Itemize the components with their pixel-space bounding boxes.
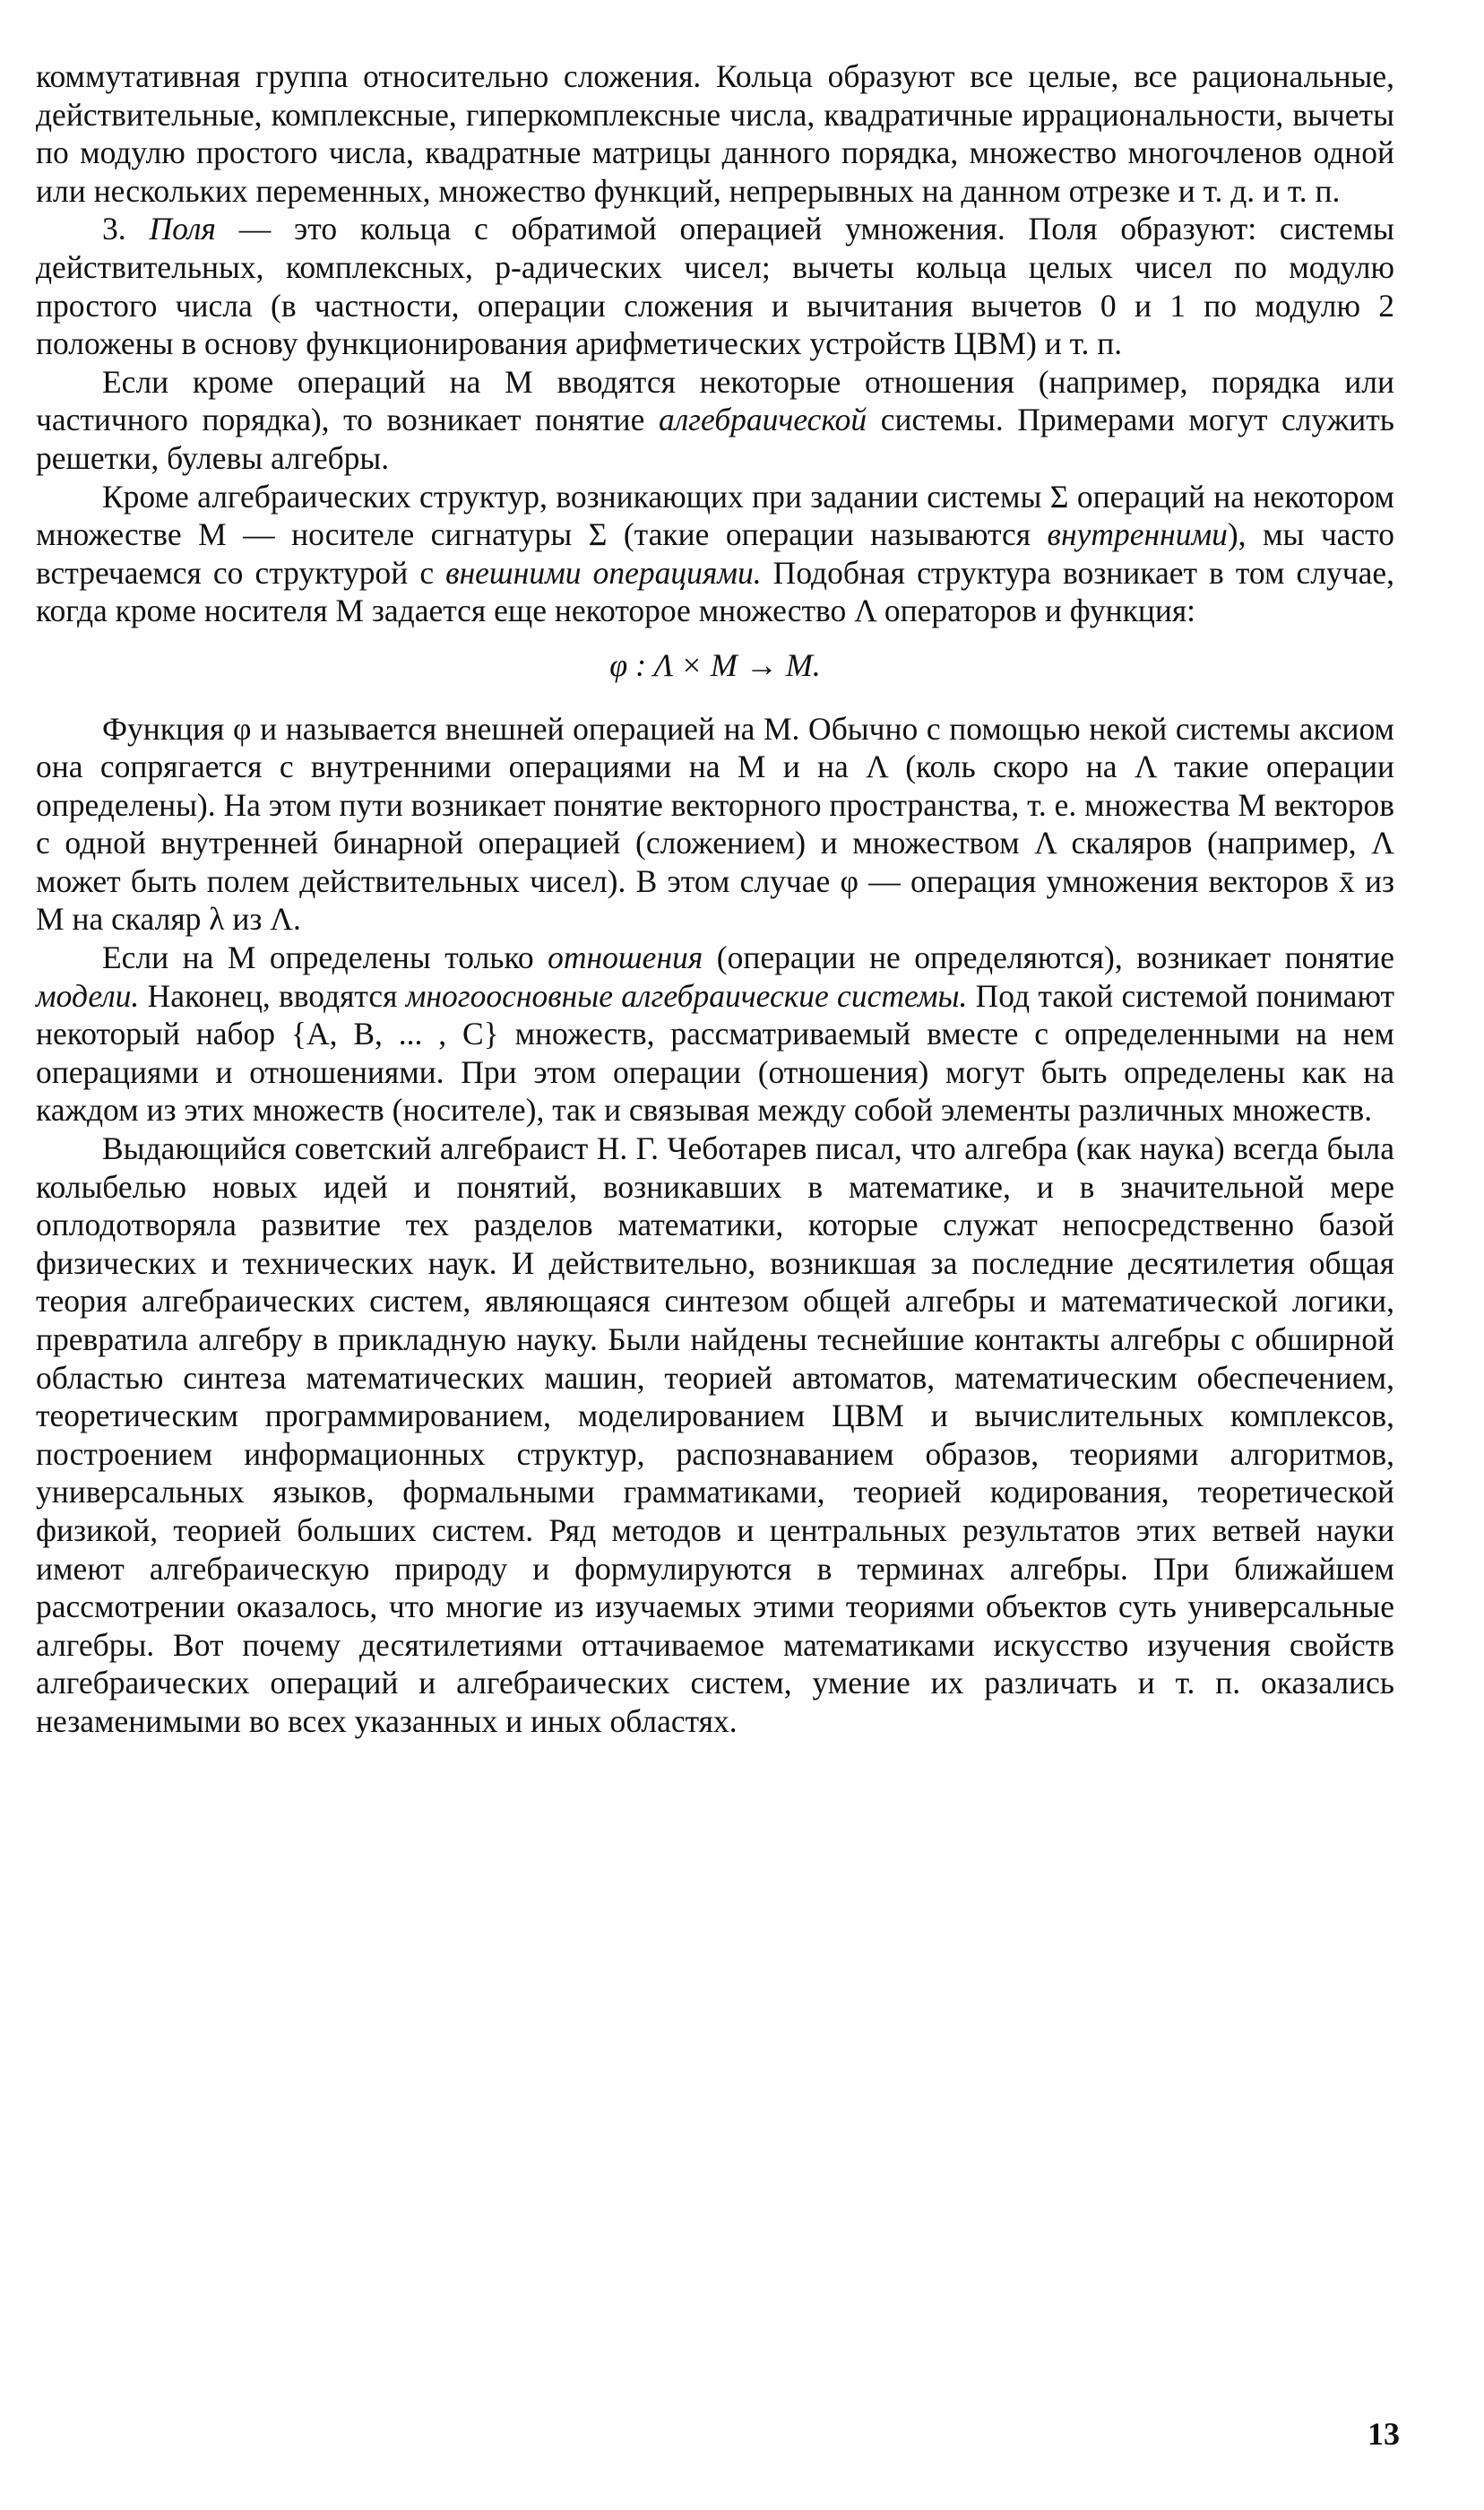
text-segment: ), мы часто встречаемся со структурой с (36, 516, 1394, 591)
paragraph-chebotarev: Выдающийся советский алгебраист Н. Г. Чеботарев писал, что алгебра (как наука) всегда была колыбелью новых идей и понятий, возникавших в математике, и в значительной мере оплодотворяла развитие тех разделов математики, которые служат непосредственно базой физических и технических наук. И действительно, возникшая за последние десятилетия общая теория алгебраических систем, являющаяся синтезом общей алгебры и математической логики, превратила алгебру в прикладную науку. Были найдены теснейшие контакты алгебры с обширной областью синтеза математических машин, теорией автоматов, математическим обеспечением, теоретическим программированием, моделированием ЦВМ и вычислительных комплексов, построением информационных структур, распознаванием образов, теориями алгоритмов, универсальных языков, формальными грамматиками, теорией кодирования, теоретической физикой, теорией больших систем. Ряд методов и центральных результатов этих ветвей науки имеют алгебраическую природу и формулируются в терминах алгебры. При ближайшем рассмотрении оказалось, что многие из изучаемых этими теориями объектов суть универсальные алгебры. Вот почему десятилетиями оттачиваемое математиками искусство изучения свойств алгебраических операций и алгебраических систем, умение их различать и т. п. оказались незаменимыми во всех указанных и иных областях. (36, 1130, 1394, 1739)
text-segment: Наконец, вводятся (139, 977, 406, 1014)
term-fields: Поля (149, 211, 216, 247)
term-internal: внутренними (1047, 516, 1228, 553)
fields-text: — это кольца с обратимой операцией умножения. Поля образуют: системы действительных, комплексных, p-адических чисел; вычеты кольца целых чисел по модулю простого числа (в частности, операции сложения и вычитания вычетов 0 и 1 по модулю 2 положены в основу функционирования арифметических устройств ЦВМ) и т. п. (36, 211, 1395, 362)
text-segment: Подобная структура возникает в том случае, когда кроме носителя M задается еще некоторое множество Λ операторов и функция: (36, 554, 1394, 629)
text-segment: Если на M определены только (102, 939, 548, 976)
paragraph-vector-space: Функция φ и называется внешней операцией на M. Обычно с помощью некой системы аксиом она сопрягается с внутренними операциями на M и на Λ (коль скоро на Λ такие операции определены). На этом пути возникает понятие векторного пространства, т. е. множества M векторов с одной внутренней бинарной операцией (сложением) и множеством Λ скаляров (например, Λ может быть полем действительных чисел). В этом случае φ — операция умножения векторов x̄ из M на скаляр λ из Λ. (36, 710, 1394, 938)
page-body (36, 57, 1394, 1741)
paragraph-models (36, 939, 1394, 1130)
paragraph-fields (36, 210, 1394, 362)
text-segment: Если кроме операций на M вводятся некоторые отношения (например, порядка или частичного порядка), то возникает понятие (36, 363, 1394, 438)
text-segment: системы. Примерами могут служить решетки, булевы алгебры. (36, 402, 1395, 476)
paragraph-external-operations (36, 478, 1394, 630)
item-number: 3. (102, 211, 150, 247)
formula-phi: φ : Λ × M → M. (609, 646, 821, 683)
term-algebraic: алгебраической (658, 402, 867, 438)
text-segment: Под такой системой понимают некоторый набор {A, B, ... , C} множеств, рассматриваемый вместе с определенными на нем операциями и отношениями. При этом операции (отношения) могут быть определены как на каждом из этих множеств (носителе), так и связывая между собой элементы различных множеств. (36, 977, 1395, 1129)
term-relations: отношения (548, 939, 703, 976)
paragraph-algebraic-system (36, 363, 1394, 478)
term-external-operations: внешними операциями. (445, 554, 762, 591)
text-segment: (операции не определяются), возникает понятие (703, 939, 1394, 976)
text-segment: Кроме алгебраических структур, возникающих при задании системы Σ операций на некотором множестве M — носителе сигнатуры Σ (такие операции называются (36, 478, 1394, 553)
term-model: модели. (36, 977, 140, 1014)
paragraph-rings-continued: коммутативная группа относительно сложения. Кольца образуют все целые, все рациональные, действительные, комплексные, гиперкомплексные числа, квадратичные иррациональности, вычеты по модулю простого числа, квадратные матрицы данного порядка, множество многочленов одной или нескольких переменных, множество функций, непрерывных на данном отрезке и т. д. и т. п. (36, 58, 1394, 209)
term-multisorted: многоосновные алгебраические системы. (405, 977, 968, 1014)
page-number: 13 (1368, 2416, 1400, 2452)
